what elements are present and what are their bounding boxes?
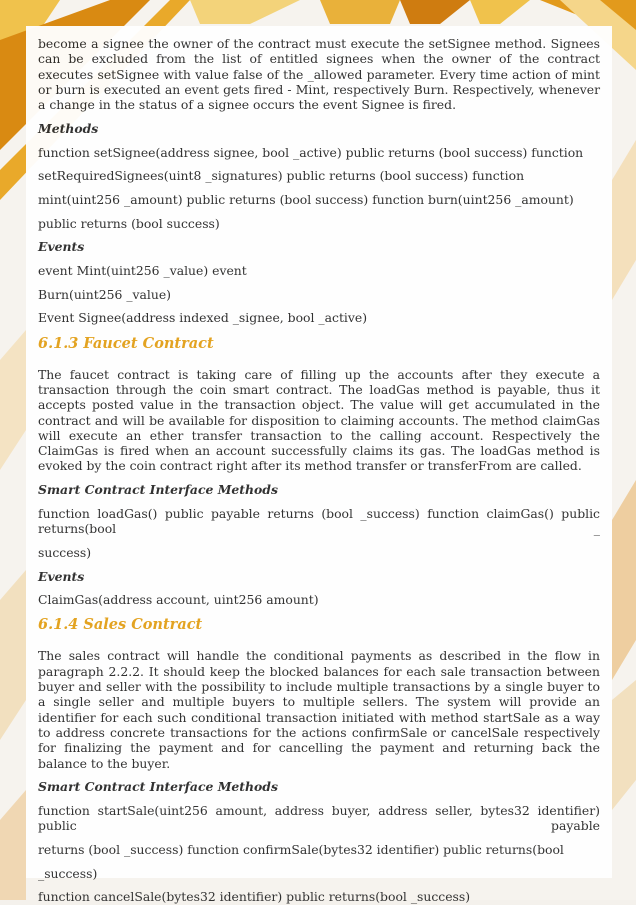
section-heading-sales: 6.1.4 Sales Contract [38,616,203,634]
methods-label: Methods [38,120,99,136]
event-line: Burn(uint256 _value) [38,286,172,302]
intro-paragraph: become a signee the owner of the contract must execute the setSignee method. Signees can be excluded from the list of entitled signees when the owner of the contract executes setSignee with value false of the _allowed parameter. Every time action of mint or burn is executed an event gets fired - Mint, respectively Burn. Respectively, whenever a change in the status of a signee occurs the event Signee is fired. [38,36,600,113]
method-line: mint(uint256 _amount) public returns (bool success) function burn(uint256 _amount) [38,191,574,207]
method-line: function setSignee(address signee, bool _active) public returns (bool success) function [38,144,584,160]
method-line: public returns (bool success) [38,215,220,231]
event-line: event Mint(uint256 _value) event [38,263,247,278]
sales-interface-line: function cancelSale(bytes32 identifier) public returns(bool _success) [38,889,471,905]
faucet-interface-label: Smart Contract Interface Methods [38,482,278,498]
method-line: setRequiredSignees(uint8 _signatures) public returns (bool success) function [38,168,525,184]
sales-paragraph: The sales contract will handle the conditional payments as described in the flow in paragraph 2.2.2. It should keep the blocked balances for each sale transaction between buyer and seller with the possibility to include multiple transactions by a single buyer to a single seller and multiple buyers to multiple sellers. The system will provide an identifier for each such conditional transaction initiated with method startSale as a way to address concrete transactions for the actions confirmSale or cancelSale respectively for finalizing the payment and for cancelling the payment and returning back the balance to the buyer. [38,648,600,771]
event-line: Event Signee(address indexed _signee, bool _active) [38,310,368,326]
sales-interface-line: _success) [38,865,98,881]
faucet-interface-line: function loadGas() public payable returns (bool _success) function claimGas() public returns(bool _ [38,505,600,537]
faucet-interface-line: success) [38,544,92,560]
events-label: Events [38,239,85,255]
faucet-paragraph: The faucet contract is taking care of filling up the accounts after they execute a transaction through the coin smart contract. The loadGas method is payable, thus it accepts posted value in the transaction object. The value will get accumulated in the contract and will be available for disposition to claiming accounts. The method claimGas will execute an ether transfer transaction to the calling account. Respectively the ClaimGas is fired when an account successfully claims its gas. The loadGas method is evoked by the coin contract right after its method transfer or transferFrom are called. [38,366,600,474]
sales-interface-line: returns (bool _success) function confirmSale(bytes32 identifier) public returns(bool [38,841,564,857]
document-page [26,26,612,905]
section-heading-faucet: 6.1.3 Faucet Contract [38,334,214,352]
faucet-events-label: Events [38,568,85,584]
sales-interface-line: function startSale(uint256 amount, address buyer, address seller, bytes32 identifier) public payable [38,802,600,834]
faucet-event-line: ClaimGas(address account, uint256 amount) [38,592,319,608]
sales-interface-label: Smart Contract Interface Methods [38,779,278,795]
